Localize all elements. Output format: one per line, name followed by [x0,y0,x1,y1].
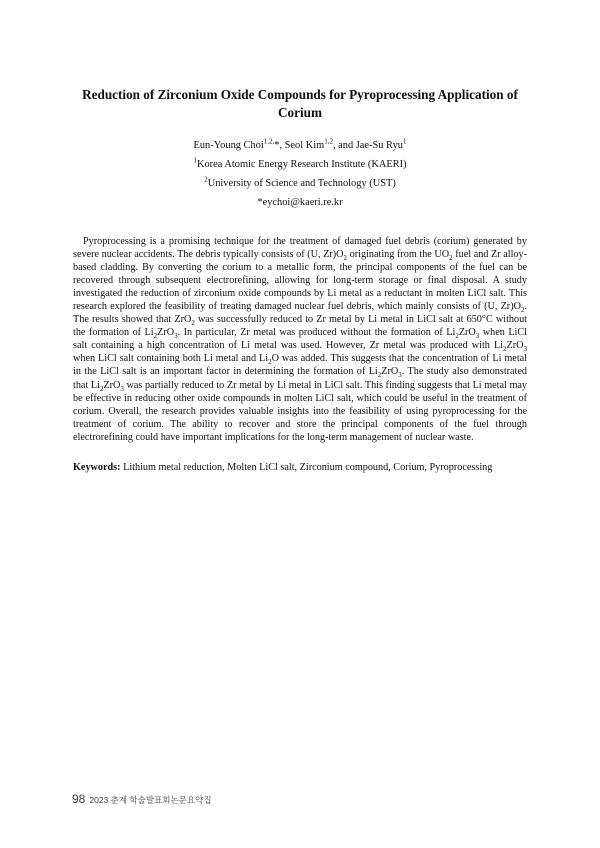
subscript: 2 [268,358,272,367]
subscript: 3 [523,345,527,354]
affiliation-number: 1 [193,156,197,165]
subscript: 2 [455,332,459,341]
subscript: 2 [503,345,507,354]
abstract-text: ZrO [103,379,121,391]
keywords-label: Keywords: [73,462,121,473]
paper-title: Reduction of Zirconium Oxide Compounds for Pyroprocessing Application of Corium [82,87,518,120]
abstract-text: fuel and Zr alloy-based cladding. By converting the corium to a metallic form, the principal components of the fuel can be recovered through subsequent electrorefining, allowing for long-term storage or final disposal. A study investigated the reduction of zirconium oxide compounds by Li metal as a reductant in molten LiCl salt. This research explored the feasibility of treating damaged nuclear fuel debris, which mainly consists of (U, Zr)O [73,249,528,313]
author-name: Jae-Su Ryu [355,140,403,151]
affiliation-text: University of Science and Technology (UST) [207,178,396,189]
abstract-text: Pyroprocessing is a promising technique for the treatment of damaged fuel debris (corium) generated by severe nuclear accidents. The debris typically consists of (U, Zr)O [73,236,527,261]
abstract [73,235,527,444]
abstract-text: was successfully reduced to Zr metal by Li metal in LiCl salt at 650°C without the formation of Li [73,314,528,339]
page-number: 98 [72,792,86,806]
author-name: Seol Kim [284,140,325,151]
abstract-text: ZrO [506,340,524,352]
contact-email: *eychoi@kaeri.re.kr [257,197,343,208]
author-list [60,137,540,151]
subscript: 2 [191,319,195,328]
abstract-text: was partially reduced to Zr metal by Li metal in LiCl salt. This finding suggests that Li metal may be effective in reducing other oxide compounds in molten LiCl salt, which could be useful in the treatment of corium. Overall, the research provides valuable insights into the feasibility of using pyroprocessing for the treatment of corium. The ability to recover and store the principal components of the fuel through electrorefining could have important implications for the long-term management of nuclear waste. [73,379,527,443]
abstract-text: ZrO [381,366,399,378]
author-name: Eun-Young Choi [193,140,264,151]
abstract-text: . The study also demonstrated that Li [73,366,528,391]
subscript: 2 [449,254,453,263]
affiliation [60,156,540,170]
subscript: 3 [475,332,480,341]
abstract-text: O was added. This suggests that the concentration of Li metal in the LiCl salt is an important factor in determining the formation of Li [73,353,527,378]
keywords [73,462,527,473]
subscript: 2 [377,371,382,380]
subscript: 3 [174,332,178,341]
subscript: 3 [398,371,402,380]
subscript: 2 [153,332,158,341]
abstract-text: originating from the UO [347,249,450,261]
affiliation [60,175,540,189]
corresponding-author-mark: *, [274,140,285,151]
keywords-text: Lithium metal reduction, Molten LiCl salt, Zirconium compound, Corium, Pyroprocessing [120,462,493,473]
subscript: 2 [99,384,104,393]
abstract-text: . The results showed that ZrO [73,301,527,326]
abstract-text: . In particular, Zr metal was produced without the formation of Li [177,327,456,339]
author-separator: , and [332,140,356,151]
affiliation-number: 2 [204,175,208,184]
abstract-text: when LiCl salt containing a high concentration of Li metal was used. However, Zr metal was produced with Li [73,327,527,352]
proceedings-title: 2023 춘계 학술발표회논문요약집 [89,795,212,805]
author-affiliation-mark: 1,2, [263,137,275,146]
abstract-paragraph [73,235,527,444]
author-affiliation-mark: 1,2 [324,137,333,146]
abstract-text: when LiCl salt containing both Li metal and Li [73,353,269,365]
page-footer [72,790,212,808]
subscript: 3 [120,384,124,393]
abstract-text: ZrO [157,327,175,339]
affiliation-text: Korea Atomic Energy Research Institute (KAERI) [196,159,407,170]
abstract-text: ZrO [458,327,476,339]
subscript: 2 [520,306,525,315]
author-affiliation-mark: 1 [402,137,407,146]
subscript: 2 [343,254,348,263]
